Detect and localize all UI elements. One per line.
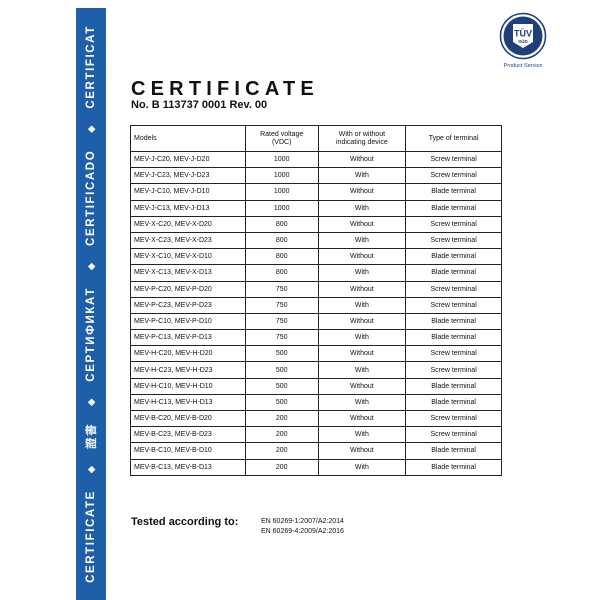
table-row [131,281,502,297]
cell-indicator: Without [318,411,406,427]
logo-sub-text: SÜD [518,39,528,44]
standard-item: EN 60269-4:2009/A2:2016 [261,528,344,535]
cell-model: MEV-P-C10, MEV-P-D10 [131,313,246,329]
logo-brand-text: TÜV [514,28,532,39]
cell-indicator: Without [318,313,406,329]
cell-voltage: 200 [245,459,318,475]
diamond-separator-icon: ◆ [85,263,96,270]
cell-model: MEV-H-C13, MEV-H-D13 [131,394,246,410]
cell-indicator: Without [318,184,406,200]
logo-caption: Product Service [503,63,543,69]
cell-model: MEV-J-C10, MEV-J-D10 [131,184,246,200]
cell-voltage: 750 [245,281,318,297]
table-row [131,362,502,378]
cell-model: MEV-B-C23, MEV-B-D23 [131,427,246,443]
cell-terminal: Screw terminal [406,411,502,427]
table-row [131,184,502,200]
table-row [131,443,502,459]
cell-indicator: With [318,362,406,378]
cell-terminal: Blade terminal [406,378,502,394]
cell-model: MEV-H-C10, MEV-H-D10 [131,378,246,394]
cell-indicator: With [318,459,406,475]
cell-model: MEV-J-C23, MEV-J-D23 [131,168,246,184]
sidebar-word: CERTIFICADO [85,149,97,246]
cell-terminal: Screw terminal [406,232,502,248]
cell-model: MEV-H-C20, MEV-H-D20 [131,346,246,362]
header-voltage-line2: (VDC) [271,138,292,146]
tuv-logo-icon [499,12,547,60]
cell-model: MEV-J-C13, MEV-J-D13 [131,200,246,216]
cell-model: MEV-X-C20, MEV-X-D20 [131,216,246,232]
header-voltage-line1: Rated voltage [260,130,304,138]
cell-terminal: Blade terminal [406,459,502,475]
table-row [131,427,502,443]
cell-indicator: With [318,297,406,313]
cell-indicator: Without [318,346,406,362]
cell-model: MEV-P-C23, MEV-P-D23 [131,297,246,313]
cell-terminal: Blade terminal [406,184,502,200]
standard-item: EN 60269-1:2007/A2:2014 [261,518,344,525]
cell-indicator: Without [318,443,406,459]
cell-model: MEV-P-C20, MEV-P-D20 [131,281,246,297]
table-header-row [131,126,502,152]
cell-terminal: Screw terminal [406,216,502,232]
cell-model: MEV-X-C23, MEV-X-D23 [131,232,246,248]
cell-terminal: Blade terminal [406,330,502,346]
cell-indicator: With [318,232,406,248]
table-row [131,297,502,313]
cell-voltage: 750 [245,313,318,329]
table-row [131,411,502,427]
cell-voltage: 800 [245,265,318,281]
table-row [131,265,502,281]
table-row [131,249,502,265]
diamond-separator-icon: ◆ [85,398,96,406]
table-row [131,200,502,216]
cell-model: MEV-H-C23, MEV-H-D23 [131,362,246,378]
cell-model: MEV-X-C13, MEV-X-D13 [131,265,246,281]
header-indicating-device [318,126,406,152]
certificate-number: No. B 113737 0001 Rev. 00 [131,99,268,111]
table-row [131,378,502,394]
cell-voltage: 800 [245,249,318,265]
cell-voltage: 500 [245,362,318,378]
cell-model: MEV-B-C10, MEV-B-D10 [131,443,246,459]
sidebar-word: CERTIFICATE [85,490,97,583]
cell-voltage: 800 [245,216,318,232]
cell-indicator: With [318,427,406,443]
sidebar-word: CERTIFICAT [85,25,97,109]
cell-model: MEV-J-C20, MEV-J-D20 [131,152,246,168]
cell-model: MEV-X-C10, MEV-X-D10 [131,249,246,265]
cell-terminal: Blade terminal [406,265,502,281]
cell-indicator: With [318,330,406,346]
table-row [131,152,502,168]
header-indicator-line1: With or without [338,130,386,138]
certificate-sidebar-banner [76,8,106,600]
cell-terminal: Screw terminal [406,168,502,184]
cell-voltage: 1000 [245,200,318,216]
cell-terminal: Blade terminal [406,443,502,459]
cell-terminal: Screw terminal [406,362,502,378]
table-row [131,168,502,184]
cell-voltage: 500 [245,394,318,410]
cell-indicator: With [318,168,406,184]
standards-list [261,517,344,537]
diamond-separator-icon: ◆ [85,466,96,474]
cell-terminal: Blade terminal [406,313,502,329]
cell-voltage: 500 [245,346,318,362]
cell-voltage: 1000 [245,152,318,168]
table-row [131,216,502,232]
cell-terminal: Screw terminal [406,281,502,297]
cell-model: MEV-B-C13, MEV-B-D13 [131,459,246,475]
header-rated-voltage [245,126,318,152]
cell-voltage: 1000 [245,168,318,184]
cell-indicator: With [318,265,406,281]
cell-model: MEV-B-C20, MEV-B-D20 [131,411,246,427]
cell-indicator: Without [318,378,406,394]
cell-voltage: 750 [245,330,318,346]
cell-terminal: Screw terminal [406,297,502,313]
cell-voltage: 500 [245,378,318,394]
cell-voltage: 800 [245,232,318,248]
header-terminal-type: Type of terminal [406,126,502,152]
cell-voltage: 200 [245,411,318,427]
cell-indicator: Without [318,249,406,265]
table-row [131,394,502,410]
models-table [130,125,502,476]
cell-terminal: Blade terminal [406,200,502,216]
table-row [131,459,502,475]
tested-according-label: Tested according to: [131,516,239,528]
cell-terminal: Screw terminal [406,152,502,168]
table-row [131,232,502,248]
cell-indicator: With [318,200,406,216]
table-row [131,346,502,362]
cell-voltage: 200 [245,427,318,443]
cell-indicator: With [318,394,406,410]
cell-model: MEV-P-C13, MEV-P-D13 [131,330,246,346]
table-body [131,152,502,476]
certificate-title: CERTIFICATE [131,78,319,100]
table-row [131,313,502,329]
cell-terminal: Blade terminal [406,249,502,265]
cell-indicator: Without [318,281,406,297]
tuv-sud-logo [497,12,549,74]
header-indicator-line2: indicating device [336,138,388,146]
header-models: Models [131,126,246,152]
table-row [131,330,502,346]
diamond-separator-icon: ◆ [85,125,96,133]
cell-voltage: 200 [245,443,318,459]
cell-indicator: Without [318,216,406,232]
cell-indicator: Without [318,152,406,168]
cell-voltage: 1000 [245,184,318,200]
cell-terminal: Screw terminal [406,346,502,362]
cell-voltage: 750 [245,297,318,313]
cell-terminal: Blade terminal [406,394,502,410]
sidebar-word: 證書 [86,422,98,450]
cell-terminal: Screw terminal [406,427,502,443]
sidebar-word: СЕРТИФИКАТ [85,287,97,382]
sidebar-banner-text [76,8,106,600]
